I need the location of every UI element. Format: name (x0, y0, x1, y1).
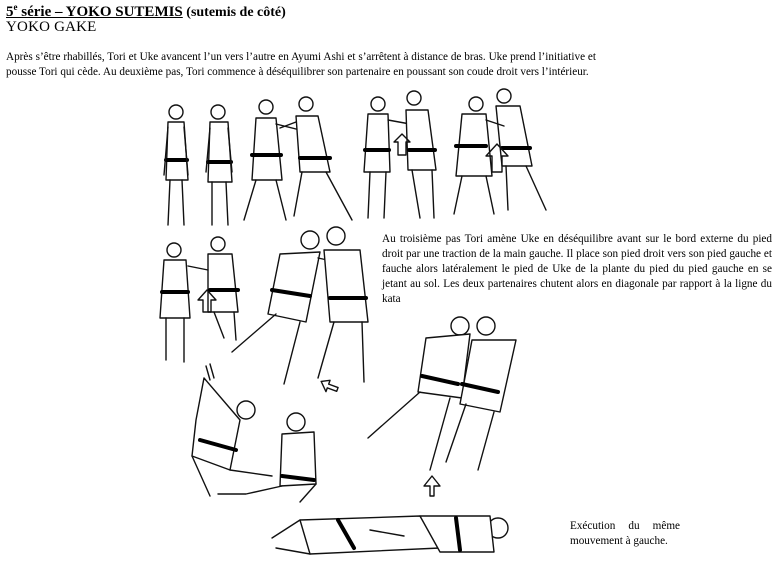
figure-fall-lying (272, 516, 508, 554)
technique-name: YOKO GAKE (6, 19, 97, 35)
figure-pair-unbalance (232, 227, 368, 395)
figure-fall-sitting (192, 364, 316, 502)
intro-paragraph: Après s’être rhabillés, Tori et Uke avancent l’un vers l’autre en Ayumi Ashi et s’arrêtent à distance de bras. Uke prend l’initiative et pousse Tori qui cède. Au deuxième pas, Tori commence à déséquilibrer son partenaire en poussant son coude droit vers l’intérieur. (6, 51, 596, 78)
series-note: (sutemis de côté) (182, 5, 286, 20)
caption-paragraph: Exécution du même mouvement à gauche. (570, 520, 680, 547)
figure-pair-push-elbow-2 (454, 89, 546, 214)
series-title: série – YOKO SUTEMIS (17, 4, 183, 20)
figure-pair-push-elbow (364, 91, 436, 218)
figure-standing-pair (164, 105, 232, 225)
series-number: 5 (6, 4, 14, 20)
step3-paragraph: Au troisième pas Tori amène Uke en déséquilibre avant sur le bord externe du pied droit par une traction de la main gauche. Il place son pied droit vers son pied gauche et fauche alors latéralement le pied de Uke de la plante du pied du pied gauche en se jetant au sol. Les deux partenaires chutent alors en diagonale par rapport à la ligne du kata (382, 233, 772, 305)
series-sup: e (13, 2, 18, 12)
figure-sweep-left (368, 317, 516, 496)
figure-pair-step (160, 237, 238, 362)
figure-pair-gripping (244, 97, 352, 220)
